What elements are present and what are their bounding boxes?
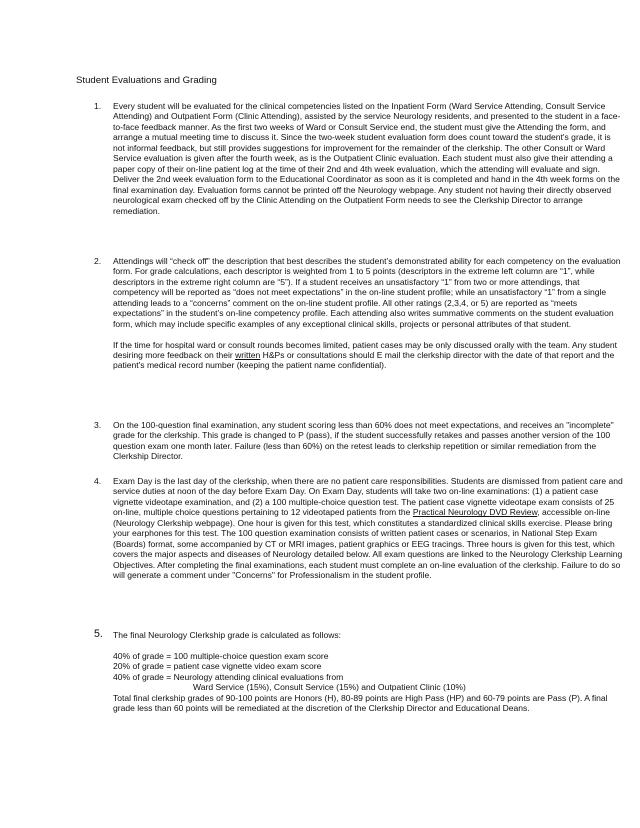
text-run: If the time for hospital ward or consult rounds becomes limited, patient cases may be only discussed orally with the team. Any student desiring more feedback on their [113, 339, 618, 361]
item-body [113, 420, 623, 462]
item-body [113, 630, 623, 714]
underlined-word: written [235, 350, 261, 361]
item-number: 4. [94, 476, 102, 486]
item-number: 5. [94, 628, 103, 640]
item-body [113, 101, 623, 216]
paragraph: Total final clerkship grades of 90-100 points are Honors (H), 80-89 points are High Pass (HP) and 60-79 points are Pass (P). A final grade less than 60 points will be remediated at the discretion of the Clerkship Director and Educational Deans. [113, 692, 608, 714]
text-run: , accessible on-line (Neurology Clerkship webpage). One hour is given for this test, which constitutes a standardized clinical skills exercise. Please bring your earphones for this test. The 100 question examination consists of written patient cases or scenarios, in National Step Exam (Boards) format, some accompanied by CT or MRI images, patient graphics or EEG tracings. Three hours is given for this test, which covers the major aspects and diseases of Neurology detailed below. All exam questions are linked to the Neurology Clerkship Learning Objectives. After completing the final examinations, each student must complete an on-line evaluation of the clerkship. Failure to do so will generate a comment under "Concerns" for Professionalism in the student profile. [113, 507, 623, 581]
grade-breakdown: Ward Service (15%), Consult Service (15%) and Outpatient Clinic (10%) [193, 682, 466, 693]
paragraph: The final Neurology Clerkship grade is calculated as follows: [113, 630, 342, 640]
section-title: Student Evaluations and Grading [76, 75, 217, 86]
paragraph [113, 340, 623, 371]
grade-line: 20% of grade = patient case vignette video exam score [113, 661, 322, 672]
item-body [113, 256, 623, 371]
paragraph: On the 100-question final examination, any student scoring less than 60% does not meet expectations, and receives an "incomplete" grade for the clerkship. This grade is changed to P (pass), if the student successfully retakes and passes another version of the 100 question exam one month later. Failure (less than 60%) on the retest leads to clerkship repetition or similar remediation from the Clerkship Director. [113, 420, 614, 462]
grade-line: 40% of grade = Neurology attending clinical evaluations from [113, 671, 344, 682]
paragraph: Attendings will “check off” the description that best describes the student’s demonstrated ability for each competency on the evaluation form. For grade calculations, each descriptor is weighted from 1 to 5 points (descriptors in the extreme left column are “1”, while descriptors in the extreme right column are “5”). If a student receives an unsatisfactory “1” from two or more attendings, that competency will be reported as “does not meet expectations” in the on-line student profile; while an unsatisfactory “1” from a single attending leads to a “concerns” comment on the on-line student profile. All other ratings (2,3,4, or 5) are reported as “meets expectations” in the student’s on-line competency profile. Each attending also writes summative comments on the student evaluation form, which may include specific examples of any exceptional clinical skills, projects or personal attributes of that student. [113, 256, 621, 329]
text-run: H&Ps or consultations should E mail the clerkship director with the date of that report and the patient's medical record number (keeping the patient name confidential). [113, 350, 615, 371]
paragraph: Every student will be evaluated for the clinical competencies listed on the Inpatient Form (Ward Service Attending, Consult Service Attending) and Outpatient Form (Clinic Attending), assisted by the service Neurology residents, and presented to the student in a face-to-face feedback manner. As the first two weeks of Ward or Consult Service end, the student must give the Attending the form, and arrange a mutual meeting time to discuss it. Since the two-week student evaluation form does count toward the student's grade, it is not informal feedback, but still provides suggestions for improvement for the remainder of the clerkship. The other Consult or Ward Service evaluation is given after the fourth week, as is the Outpatient Clinic evaluation. Each student must also give their attending a paper copy of their on-line patient log at the time of their 2nd and 4th week evaluation, which the attending will evaluate and sign. Deliver the 2nd week evaluation form to the Educational Coordinator as soon as it is completed and hand in the 4th week forms on the final examination day. Evaluation forms cannot be printed off the Neurology webpage. Any student not having their directly observed neurological exam checked off by the Clinic Attending on the Outpatient Form needs to see the Clerkship Director to arrange remediation. [113, 101, 621, 216]
text-run: Exam Day is the last day of the clerkship, when there are no patient care responsibilities. Students are dismissed from patient care and service duties at noon of the day before Exam Day. On Exam Day, students will take two on-line examinations: (1) a patient case vignette videotape examination, and (2) a 100 multiple-choice question test. The patient case vignette videotape exam consists of 25 on-line, multiple choice questions pertaining to 12 videotaped patients from the [113, 476, 623, 518]
item-number: 2. [94, 256, 102, 266]
grade-line: 40% of grade = 100 multiple-choice question exam score [113, 650, 329, 661]
item-body [113, 476, 623, 581]
underlined-title: Practical Neurology DVD Review [412, 507, 538, 518]
item-number: 3. [94, 420, 102, 430]
paragraph [113, 476, 623, 581]
item-number: 1. [94, 101, 102, 111]
